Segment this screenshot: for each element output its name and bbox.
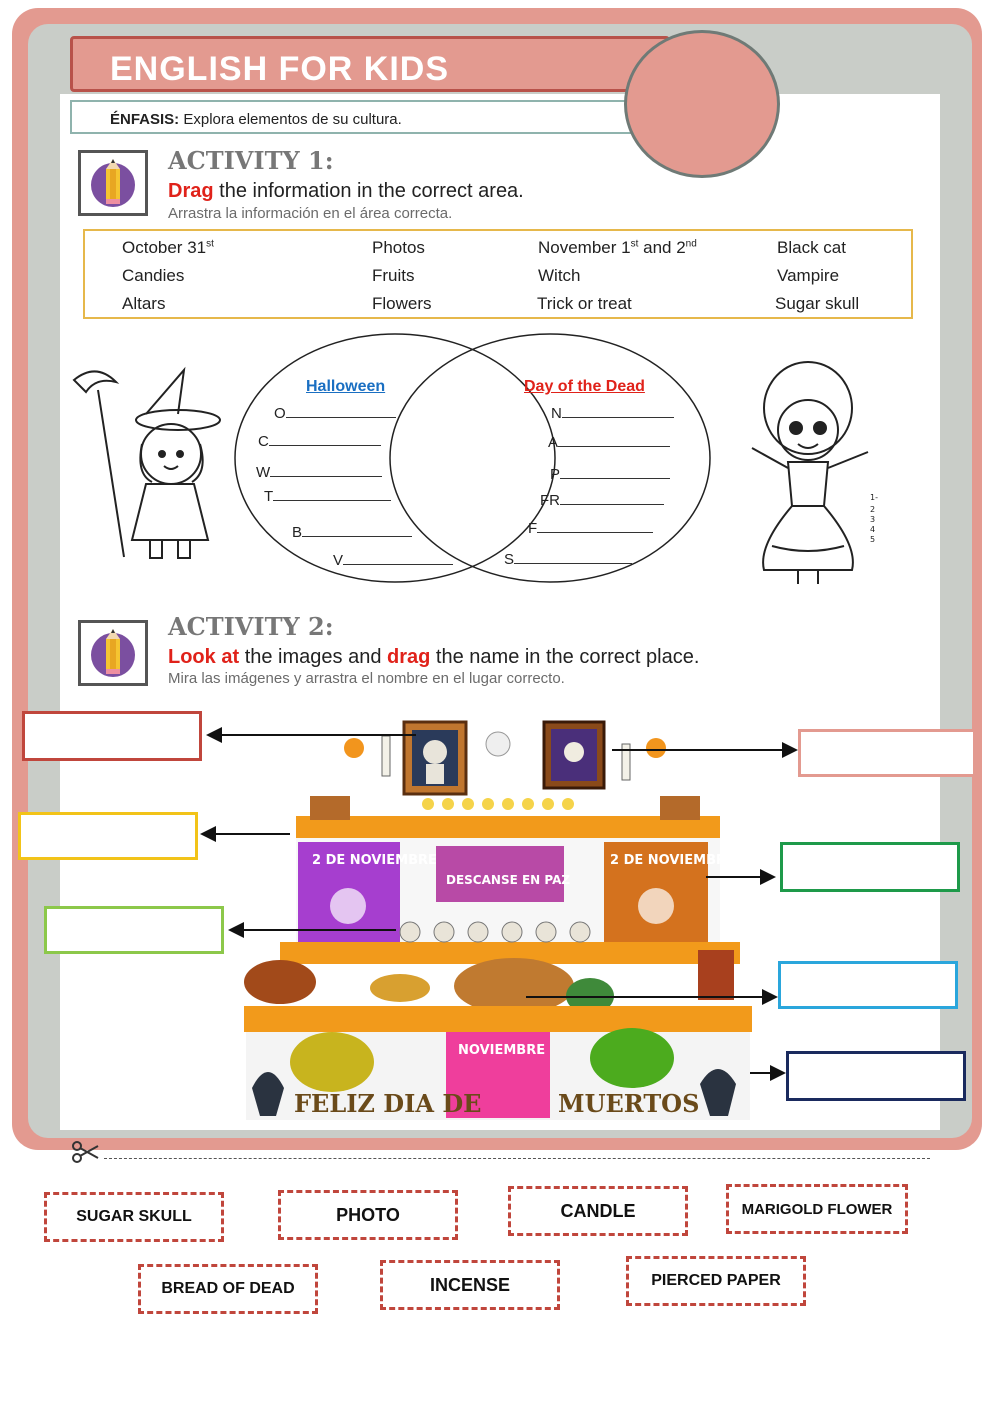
halloween-blank-t[interactable]: T [264,488,391,505]
pencil-icon-box-2 [78,620,148,686]
svg-text:4: 4 [870,525,876,534]
chip-bread-of-dead[interactable]: BREAD OF DEAD [138,1264,318,1314]
halloween-blank-b[interactable]: B [292,524,412,541]
pencil-icon-box-1 [78,150,148,216]
activity1-subtext: Arrastra la información en el área correcta. [168,205,453,222]
word-flowers[interactable]: Flowers [372,294,432,313]
chip-pierced-paper[interactable]: PIERCED PAPER [626,1256,806,1306]
emphasis-label: ÉNFASIS: [110,111,180,128]
activity2-instruction: Look at the images and drag the name in the correct place. [168,646,700,668]
altar-text-muertos: MUERTOS [558,1089,700,1118]
drop-target-bread[interactable] [778,961,958,1009]
drop-target-candle[interactable] [798,729,976,777]
banner-mid-text: DESCANSE EN PAZ [446,873,571,887]
activity2-title: ACTIVITY 2: [168,612,334,641]
word-trick-or-treat[interactable]: Trick or treat [537,294,632,313]
activity1-title: ACTIVITY 1: [168,146,334,175]
word-sugar-skull[interactable]: Sugar skull [775,294,860,313]
halloween-blank-v[interactable]: V [333,552,453,569]
drop-target-sugar-skull[interactable] [44,906,224,954]
decor-circle [624,30,780,178]
svg-text:3: 3 [870,515,876,524]
drop-target-marigold[interactable] [18,812,198,860]
emphasis-value: Explora elementos de su cultura. [183,111,402,128]
svg-text:1-: 1- [870,493,878,502]
word-altars[interactable]: Altars [122,294,166,313]
scissors-icon [70,1138,102,1166]
page-title: ENGLISH FOR KIDS [110,50,450,88]
venn-diagram [230,330,720,590]
halloween-blank-o[interactable]: O [274,405,396,422]
witch-illustration [66,362,222,572]
chip-sugar-skull[interactable]: SUGAR SKULL [44,1192,224,1242]
chip-incense[interactable]: INCENSE [380,1260,560,1310]
altar-text-feliz: FELIZ DIA DE [294,1089,482,1118]
word-november[interactable]: November 1st and 2nd [538,238,697,257]
dotd-blank-p[interactable]: P [550,466,670,483]
drop-target-pierced-paper[interactable] [780,842,960,892]
chip-marigold-flower[interactable]: MARIGOLD FLOWER [726,1184,908,1234]
word-black-cat[interactable]: Black cat [777,238,846,257]
word-witch[interactable]: Witch [538,266,581,285]
cut-line [104,1158,930,1159]
word-october[interactable]: October 31st [122,238,214,257]
venn-label-halloween: Halloween [306,378,386,395]
activity1-instruction-rest: the information in the correct area. [219,180,524,202]
dotd-blank-f[interactable]: F [528,520,653,537]
dotd-blank-s[interactable]: S [504,551,632,568]
venn-label-day-of-dead: Day of the Dead [524,378,645,395]
catrina-illustration [728,356,888,592]
word-candies[interactable]: Candies [122,266,185,285]
halloween-blank-c[interactable]: C [258,433,381,450]
word-fruits[interactable]: Fruits [372,266,415,285]
drop-target-incense[interactable] [786,1051,966,1101]
halloween-blank-w[interactable]: W [256,464,382,481]
banner-right-text: 2 DE NOVIEMBRE [610,853,735,868]
drop-target-photo[interactable] [22,711,202,761]
banner-left-text: 2 DE NOVIEMBRE [312,853,437,868]
pencil-icon [81,153,145,213]
word-vampire[interactable]: Vampire [777,266,840,285]
banner-bottom-text: NOVIEMBRE [458,1043,546,1058]
svg-text:5: 5 [870,535,876,544]
dotd-blank-n[interactable]: N [551,405,674,422]
activity1-drag-word: Drag [168,180,214,202]
activity1-instruction [168,180,524,203]
pencil-icon [81,623,145,683]
chip-photo[interactable]: PHOTO [278,1190,458,1240]
activity2-subtext: Mira las imágenes y arrastra el nombre en el lugar correcto. [168,670,565,687]
svg-text:2: 2 [870,505,876,514]
dotd-blank-a[interactable]: A [548,434,670,451]
word-photos[interactable]: Photos [372,238,425,257]
chip-candle[interactable]: CANDLE [508,1186,688,1236]
emphasis-text [110,111,402,128]
dotd-blank-fr[interactable]: FR [540,492,664,509]
